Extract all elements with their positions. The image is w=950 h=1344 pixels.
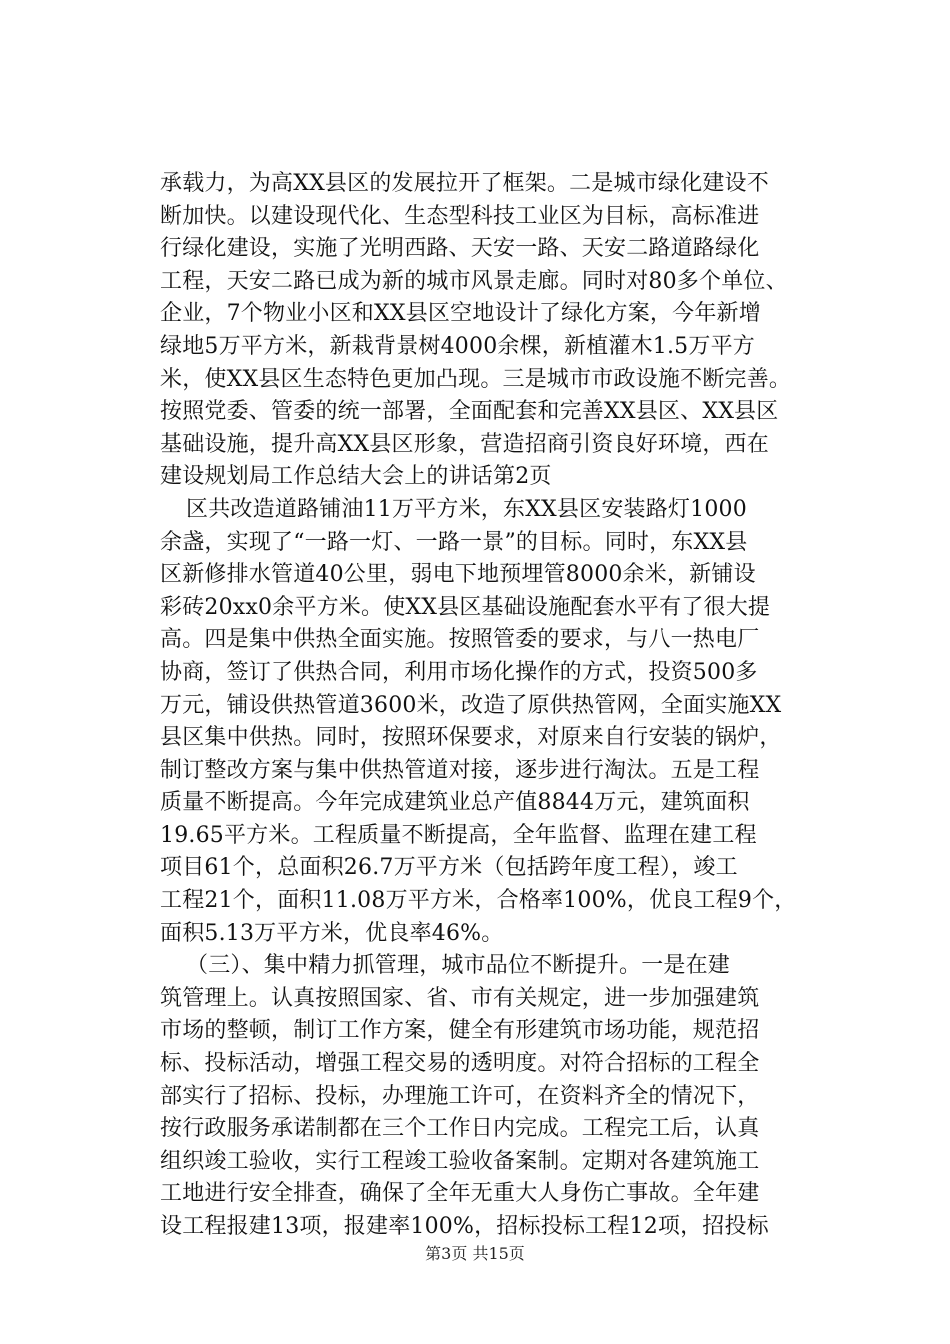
text-line: 按照党委、管委的统一部署，全面配套和完善XX县区、XX县区 — [160, 399, 779, 425]
text-line: 19.65平方米。工程质量不断提高，全年监督、监理在建工程 — [160, 822, 757, 848]
text-line: 筑管理上。认真按照国家、省、市有关规定，进一步加强建筑 — [160, 985, 760, 1011]
text-line: 工程，天安二路已成为新的城市风景走廊。同时对80多个单位、 — [160, 268, 788, 294]
paragraph-start-line: 区共改造道路铺油11万平方米，东XX县区安装路灯1000 — [186, 496, 747, 522]
text-line: 项目61个，总面积26.7万平方米（包括跨年度工程），竣工 — [160, 855, 738, 881]
text-line: 区新修排水管道40公里，弱电下地预埋管8000余米，新铺设 — [160, 562, 756, 588]
text-line: 断加快。以建设现代化、生态型科技工业区为目标，高标准进 — [160, 203, 760, 229]
text-line: 绿地5万平方米，新栽背景树4000余棵，新植灌木1.5万平方 — [160, 333, 755, 359]
text-line: 承载力，为高XX县区的发展拉开了框架。二是城市绿化建设不 — [160, 171, 769, 196]
page-number-footer: 第3页 共15页 — [425, 1244, 525, 1263]
text-line: 质量不断提高。今年完成建筑业总产值8844万元，建筑面积 — [160, 790, 750, 816]
text-line: 工程21个，面积11.08万平方米，合格率100%，优良工程9个， — [160, 888, 797, 914]
text-line: 协商，签订了供热合同，利用市场化操作的方式，投资500多 — [160, 659, 758, 685]
text-line: 面积5.13万平方米，优良率46%。 — [160, 920, 504, 946]
text-line: 高。四是集中供热全面实施。按照管委的要求，与八一热电厂 — [160, 627, 760, 653]
text-line: 彩砖20xx0余平方米。使XX县区基础设施配套水平有了很大提 — [160, 594, 771, 620]
text-line: 县区集中供热。同时，按照环保要求，对原来自行安装的锅炉， — [160, 725, 782, 751]
text-line: 余盏，实现了“一路一灯、一路一景”的目标。同时，东XX县 — [160, 529, 748, 555]
text-line: 万元，铺设供热管道3600米，改造了原供热管网，全面实施XX — [160, 692, 782, 718]
paragraph-start-line: （三）、集中精力抓管理，城市品位不断提升。一是在建 — [186, 953, 731, 979]
text-line: 基础设施，提升高XX县区形象，营造招商引资良好环境，西在 — [160, 431, 769, 457]
text-line: 工地进行安全排查，确保了全年无重大人身伤亡事故。全年建 — [160, 1181, 760, 1207]
body-text — [160, 168, 850, 1244]
text-line: 米，使XX县区生态特色更加凸现。三是城市市政设施不断完善。 — [160, 366, 792, 392]
text-line: 建设规划局工作总结大会上的讲话第2页 — [160, 464, 552, 490]
text-line: 制订整改方案与集中供热管道对接，逐步进行淘汰。五是工程 — [160, 757, 760, 783]
text-line: 组织竣工验收，实行工程竣工验收备案制。定期对各建筑施工 — [160, 1148, 760, 1174]
text-line: 部实行了招标、投标，办理施工许可，在资料齐全的情况下， — [160, 1083, 760, 1109]
text-line: 标、投标活动，增强工程交易的透明度。对符合招标的工程全 — [160, 1051, 760, 1077]
text-line: 市场的整顿，制订工作方案，健全有形建筑市场功能，规范招 — [160, 1018, 760, 1044]
text-line: 设工程报建13项，报建率100%，招标投标工程12项，招投标 — [160, 1214, 769, 1239]
text-line: 按行政服务承诺制都在三个工作日内完成。工程完工后，认真 — [160, 1116, 760, 1142]
text-line: 行绿化建设，实施了光明西路、天安一路、天安二路道路绿化 — [160, 236, 760, 262]
text-line: 企业，7个物业小区和XX县区空地设计了绿化方案，今年新增 — [160, 301, 761, 327]
